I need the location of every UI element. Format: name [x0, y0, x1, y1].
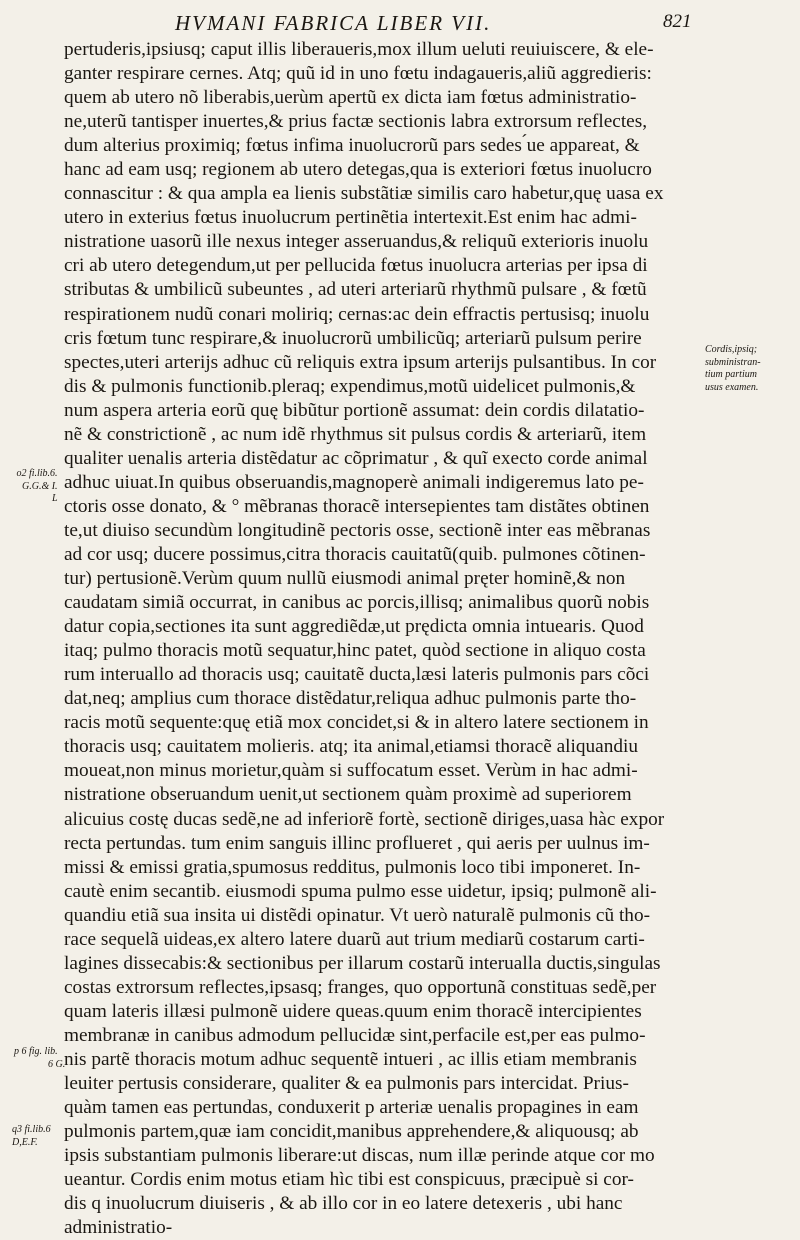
- running-title: HVMANI FABRICA LIBER VII.: [175, 11, 492, 35]
- text-line: quem ab utero nõ liberabis,uerùm apertũ ex dicta iam fœtus administratio-: [64, 87, 637, 109]
- margin-note-right: [705, 344, 761, 394]
- body-text: [64, 38, 712, 1240]
- margin-note-line: G.G.& I.: [22, 480, 58, 492]
- text-line: utero in exterius fœtus inuolucrum pertinẽtia intertexit.Est enim hac admi-: [64, 207, 637, 229]
- text-line: ganter respirare cernes. Atq; quũ id in uno fœtu indagaueris,aliũ aggredieris:: [64, 63, 652, 85]
- text-line: num aspera arteria eorũ quę bibũtur portionẽ assumat: dein cordis dilatatio-: [64, 399, 645, 421]
- text-line: respirationem nudũ conari moliriq; cernas:ac dein effractis pertusisq; inuolu: [64, 303, 650, 325]
- text-line: ad cor usq; ducere possimus,citra thoracis cauitatũ(quib. pulmones cõtinen-: [64, 543, 646, 565]
- text-line: dum alterius proximiq; fœtus infima inuolucrorũ pars sedes ́ue appareat, &: [64, 135, 640, 157]
- text-line: nistratione uasorũ ille nexus integer asseruandus,& reliquũ exterioris inuolu: [64, 231, 649, 253]
- text-line: itaq; pulmo thoracis motũ sequatur,hinc patet, quòd sectione in aliquo costa: [64, 640, 646, 662]
- margin-note-line: q3 fi.lib.6: [12, 1124, 51, 1135]
- text-line: pulmonis partem,quæ iam concidit,manibus apprehendere,& aliquousq; ab: [64, 1121, 639, 1143]
- margin-note-line: D,E.F.: [12, 1136, 38, 1148]
- text-line: pertuderis,ipsiusq; caput illis liberaueris,mox illum ueluti reuiuiscere, & ele-: [64, 39, 654, 60]
- text-line: qualiter uenalis arteria distẽdatur ac cõprimatur , & quĩ execto corde animal: [64, 447, 648, 469]
- text-line: hanc ad eam usq; regionem ab utero detegas,qua is exteriori fœtus inuolucro: [64, 159, 652, 181]
- text-line: race sequelã uideas,ex altero latere duarũ aut trium mediarũ costarum carti-: [64, 928, 645, 950]
- text-line: racis motũ sequente:quę etiã mox concidet,si & in altero latere sectionem in: [64, 712, 649, 734]
- text-line: costas extrorsum reflectes,ipsasq; franges, quo opportunã constituas sedẽ,per: [64, 976, 657, 998]
- text-line: ne,uterũ tantisper inuertes,& prius factæ sectionis labra extrorsum reflectes,: [64, 111, 648, 133]
- text-line: missi & emissi gratia,spumosus redditus, pulmonis loco tibi imponeret. In-: [64, 856, 641, 878]
- text-line: nẽ & constrictionẽ , ac num idẽ rhythmus sit pulsus cordis & arteriarũ, item: [64, 423, 647, 445]
- margin-note-line: usus examen.: [705, 381, 759, 393]
- margin-note-line: L: [52, 493, 58, 504]
- text-line: connascitur : & qua ampla ea lienis substãtiæ similis caro habetur,quę uasa ex: [64, 183, 664, 205]
- margin-note-line: o2 fi.lib.6.: [16, 468, 58, 479]
- text-line: rum interuallo ad thoracis usq; cauitatẽ ducta,læsi lateris pulmonis pars cõci: [64, 664, 650, 686]
- text-line: stributas & umbilicũ subeuntes , ad uteri arteriarũ rhythmũ pulsare , & fœtũ: [64, 279, 647, 301]
- text-line: recta pertundas. tum enim sanguis illinc proflueret , qui aeris per uulnus im-: [64, 832, 650, 854]
- margin-note-line: p 6 fig. lib.: [14, 1046, 58, 1057]
- margin-note-left-1: [10, 468, 58, 506]
- text-line: dat,neq; amplius cum thorace distẽdatur,reliqua adhuc pulmonis parte tho-: [64, 688, 637, 710]
- text-line: leuiter pertusis considerare, qualiter & ea pulmonis pars intercidat. Prius-: [64, 1073, 629, 1095]
- text-line: quam lateris illæsi pulmonẽ uidere queas.quum enim thoracẽ intercipientes: [64, 1000, 642, 1022]
- text-line: spectes,uteri arterijs adhuc cũ reliquis extra ipsum arterijs pulsantibus. In cor: [64, 351, 657, 373]
- text-line: dis & pulmonis functionib.pleraq; expendimus,motũ uidelicet pulmonis,&: [64, 375, 636, 397]
- text-line: quàm tamen eas pertundas, conduxerit p arteriæ uenalis propagines in eam: [64, 1097, 639, 1119]
- text-line: administratio-: [64, 1217, 173, 1239]
- text-line: cri ab utero detegendum,ut per pellucida fœtus inuolucra arterias per ipsa di: [64, 255, 648, 277]
- text-line: caudatam simiã occurrat, in canibus ac porcis,illisq; animalibus quorũ nobis: [64, 592, 650, 614]
- margin-note-left-2: [14, 1046, 65, 1071]
- text-line: membranæ in canibus admodum pellucidæ sint,perfacile est,per eas pulmo-: [64, 1024, 646, 1046]
- text-line: cautè enim secantib. eiusmodi spuma pulmo esse uidetur, ipsiq; pulmonẽ ali-: [64, 880, 657, 902]
- text-line: te,ut diuiso secundùm longitudinẽ pectoris osse, sectionẽ inter eas mẽbranas: [64, 519, 651, 541]
- margin-note-line: Cordis,ipsiq;: [705, 344, 758, 355]
- text-line: ipsis substantiam pulmonis liberare:ut discas, num illæ perinde atque cor mo: [64, 1145, 655, 1167]
- margin-note-line: tium partium: [705, 369, 757, 380]
- page-number: 821: [663, 11, 692, 32]
- text-line: alicuius costę ducas sedẽ,ne ad inferiorẽ fortè, sectionẽ diriges,uasa hàc expor: [64, 808, 665, 830]
- text-line: cris fœtum tunc respirare,& inuolucrorũ umbilicũq; arteriarũ pulsum perire: [64, 327, 642, 349]
- text-line: ctoris osse donato, & ° mẽbranas thoracẽ intersepientes tam distãtes obtinen: [64, 495, 650, 517]
- margin-note-line: 6 G.: [48, 1058, 66, 1070]
- text-line: quandiu etiã sua insita ui distẽdi opinatur. Vt uerò naturalẽ pulmonis cũ tho-: [64, 904, 651, 926]
- text-line: nis partẽ thoracis motum adhuc sequentẽ intueri , ac illis etiam membranis: [64, 1048, 637, 1070]
- text-line: moueat,non minus morietur,quàm si suffocatum esset. Verùm in hac admi-: [64, 760, 638, 782]
- text-line: lagines dissecabis:& sectionibus per illarum costarũ interualla ductis,singulas: [64, 952, 661, 974]
- text-line: tur) pertusionẽ.Verùm quum nullũ eiusmodi animal pręter hominẽ,& non: [64, 568, 626, 590]
- text-line: nistratione obseruandum uenit,ut sectionem quàm proximè ad superiorem: [64, 784, 632, 806]
- text-line: thoracis usq; cauitatem molieris. atq; ita animal,etiamsi thoracẽ aliquandiu: [64, 736, 638, 758]
- text-line: adhuc uiuat.In quibus obseruandis,magnoperè animali indigeremus lato pe-: [64, 471, 644, 493]
- margin-note-line: subministran-: [705, 356, 761, 368]
- margin-note-left-3: [12, 1124, 51, 1149]
- running-head: [0, 8, 800, 38]
- text-line: dis q inuolucrum diuiseris , & ab illo cor in eo latere detexeris , ubi hanc: [64, 1193, 623, 1215]
- text-line: ueantur. Cordis enim motus etiam hìc tibi est conspicuus, præcipuè si cor-: [64, 1169, 634, 1191]
- text-line: datur copia,sectiones ita sunt aggrediẽdæ,ut prędicta omnia intuearis. Quod: [64, 616, 644, 638]
